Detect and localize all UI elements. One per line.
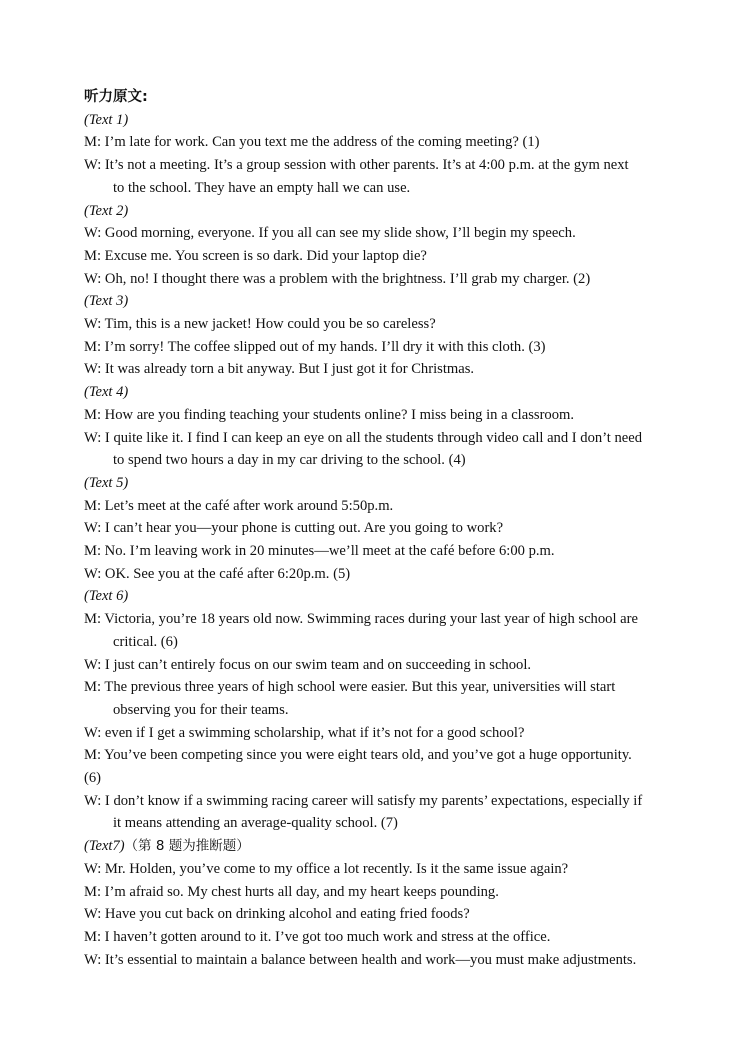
dialogue-line: M: How are you finding teaching your students online? I miss being in a classroom. — [84, 406, 575, 423]
dialogue-line: M: I haven’t gotten around to it. I’ve got too much work and stress at the office. — [84, 929, 551, 945]
text-5-heading: (Text 5) — [84, 474, 129, 491]
dialogue-line: M: No. I’m leaving work in 20 minutes—we’ll meet at the café before 6:00 p.m. — [84, 543, 555, 560]
dialogue-line: W: It’s not a meeting. It’s a group session with other parents. It’s at 4:00 p.m. at the gym next — [84, 157, 629, 174]
dialogue-line: W: Good morning, everyone. If you all can see my slide show, I’ll begin my speech. — [84, 225, 576, 242]
text-7-label: (Text7) — [84, 838, 125, 855]
dialogue-line: M: You’ve been competing since you were eight tears old, and you’ve got a huge opportunity. — [84, 747, 632, 764]
dialogue-line-continuation: observing you for their teams. — [113, 701, 289, 718]
dialogue-line-continuation: to spend two hours a day in my car driving to the school. (4) — [113, 452, 466, 469]
dialogue-line-continuation: it means attending an average-quality school. (7) — [113, 815, 398, 832]
dialogue-line: W: even if I get a swimming scholarship, what if it’s not for a good school? — [84, 724, 525, 741]
dialogue-line: W: Mr. Holden, you’ve come to my office a lot recently. Is it the same issue again? — [84, 860, 569, 877]
text-4-heading: (Text 4) — [84, 384, 129, 401]
dialogue-line-continuation: (6) — [84, 770, 102, 787]
text-2-heading: (Text 2) — [84, 202, 129, 219]
dialogue-line: W: Tim, this is a new jacket! How could you be so careless? — [84, 316, 436, 333]
dialogue-line: W: I quite like it. I find I can keep an eye on all the students through video call and I don’t need — [84, 429, 643, 446]
dialogue-line: M: I’m sorry! The coffee slipped out of my hands. I’ll dry it with this cloth. (3) — [84, 338, 546, 355]
dialogue-line: M: Excuse me. You screen is so dark. Did your laptop die? — [84, 247, 427, 264]
page-title: 听力原文: — [84, 89, 148, 105]
dialogue-line: M: I’m afraid so. My chest hurts all day, and my heart keeps pounding. — [84, 883, 499, 900]
dialogue-line: M: Let’s meet at the café after work around 5:50p.m. — [84, 497, 394, 514]
dialogue-line: W: I can’t hear you—your phone is cutting out. Are you going to work? — [84, 520, 504, 537]
dialogue-line: W: I just can’t entirely focus on our swim team and on succeeding in school. — [84, 656, 532, 673]
dialogue-line: M: I’m late for work. Can you text me the address of the coming meeting? (1) — [84, 134, 540, 151]
dialogue-line-continuation: critical. (6) — [113, 633, 178, 650]
text-7-heading — [84, 835, 674, 858]
listening-transcript — [84, 86, 674, 971]
dialogue-line: W: OK. See you at the café after 6:20p.m. (5) — [84, 565, 351, 582]
text-6-heading: (Text 6) — [84, 588, 129, 605]
dialogue-line: W: It’s essential to maintain a balance between health and work—you must make adjustments. — [84, 951, 637, 968]
dialogue-line-continuation: to the school. They have an empty hall we can use. — [113, 179, 411, 196]
dialogue-line: M: The previous three years of high school were easier. But this year, universities will start — [84, 679, 616, 696]
text-3-heading: (Text 3) — [84, 293, 129, 310]
question-8-note: （第 8 题为推断题） — [124, 838, 250, 855]
dialogue-line: M: Victoria, you’re 18 years old now. Swimming races during your last year of high school are — [84, 611, 638, 628]
dialogue-line: W: Have you cut back on drinking alcohol and eating fried foods? — [84, 906, 470, 923]
dialogue-line: W: Oh, no! I thought there was a problem with the brightness. I’ll grab my charger. (2) — [84, 270, 591, 287]
dialogue-line: W: It was already torn a bit anyway. But I just got it for Christmas. — [84, 361, 475, 378]
dialogue-line: W: I don’t know if a swimming racing career will satisfy my parents’ expectations, especially if — [84, 792, 643, 809]
text-1-heading: (Text 1) — [84, 111, 129, 128]
